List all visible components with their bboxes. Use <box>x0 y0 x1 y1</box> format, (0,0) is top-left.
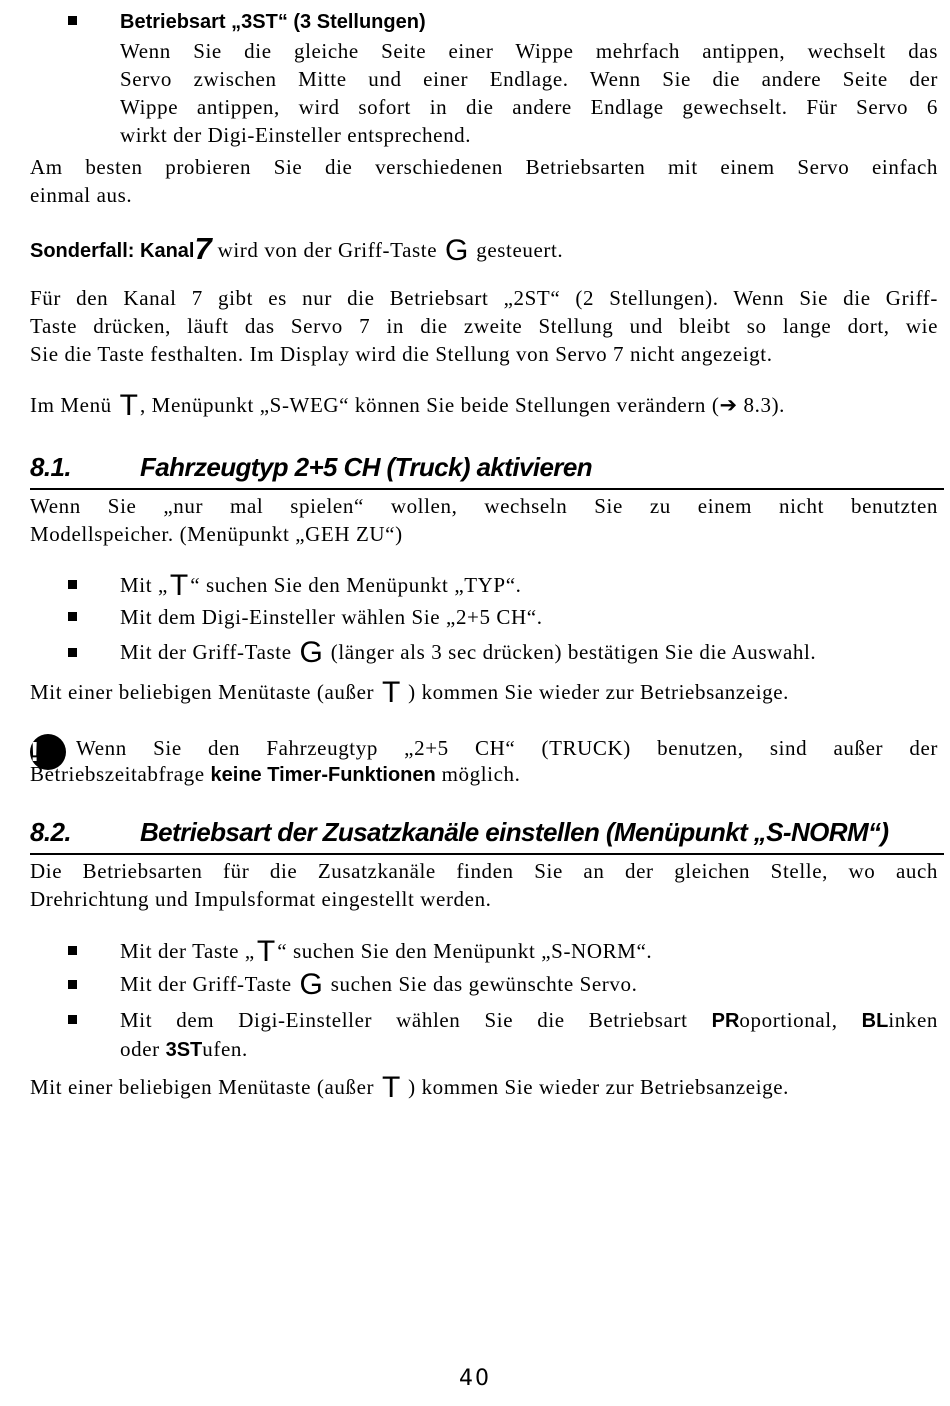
s2-bullet-1-text: Mit der Taste „ <box>120 939 255 963</box>
s1-bullet-3-text-end: (länger als 3 sec drücken) bestätigen Sie die Auswahl. <box>330 640 817 664</box>
s1-bullet-2: Mit dem Digi-Einsteller wählen Sie „2+5 CH“. <box>120 605 543 629</box>
bullet-marker <box>68 612 77 621</box>
st-bold: 3ST <box>165 1039 203 1061</box>
s2-bullet-3-text: Mit dem Digi-Einsteller wählen Sie die Betriebsart <box>120 1008 688 1032</box>
st-rest: ufen. <box>202 1037 248 1061</box>
special-case-text-end: gesteuert. <box>476 238 564 262</box>
channel7-line-2: Taste drücken, läuft das Servo 7 in die zweite Stellung und bleibt so lange dort, wie <box>30 314 938 338</box>
bullet-3st-line-1: Wenn Sie die gleiche Seite einer Wippe mehrfach antippen, wechselt das <box>120 39 938 63</box>
page-number: 40 <box>459 1366 491 1391</box>
section-8-2-heading <box>30 817 888 848</box>
bullet-marker <box>68 980 77 989</box>
s2-bullet-3-line-1 <box>120 1006 938 1035</box>
s1-intro-line-1: Wenn Sie „nur mal spielen“ wollen, wechseln Sie zu einem nicht benutzten <box>30 494 938 518</box>
section-divider <box>30 853 944 855</box>
grip-key-g-icon: G <box>445 234 469 267</box>
bullet-3st-line-2: Servo zwischen Mitte und einer Endlage. Wenn Sie die andere Seite der <box>120 67 938 91</box>
s1-back-text: Mit einer beliebigen Menütaste (außer <box>30 680 375 704</box>
s1-bullet-1 <box>120 568 521 603</box>
s1-bullet-3 <box>120 635 816 670</box>
key-t-icon: T <box>381 676 401 709</box>
section-number: 8.2. <box>30 817 71 847</box>
section-divider <box>30 488 944 490</box>
pr-bold: PR <box>711 1010 740 1032</box>
key-t-icon: T <box>169 569 189 602</box>
s1-note-text-2: Betriebszeitabfrage <box>30 762 205 786</box>
s1-bullet-1-text-end: “ suchen Sie den Menüpunkt „TYP“. <box>190 573 522 597</box>
bullet-marker <box>68 580 77 589</box>
s1-bullet-3-text: Mit der Griff-Taste <box>120 640 292 664</box>
special-case-text: wird von der Griff-Taste <box>217 238 438 262</box>
bullet-title-3st: Betriebsart „3ST“ (3 Stellungen) <box>120 11 426 33</box>
pr-rest: oportional, <box>739 1008 838 1032</box>
bl-bold: BL <box>861 1010 889 1032</box>
s1-intro-line-2: Modellspeicher. (Menüpunkt „GEH ZU“) <box>30 522 403 546</box>
s2-bullet-1 <box>120 934 652 969</box>
key-t-icon: T <box>256 935 276 968</box>
channel7-line-1: Für den Kanal 7 gibt es nur die Betriebsart „2ST“ (2 Stellungen). Wenn Sie die Griff- <box>30 286 938 310</box>
bullet-3st-line-4: wirkt der Digi-Einsteller entsprechend. <box>120 123 472 147</box>
menu-paragraph <box>30 388 785 423</box>
s1-back-text-end: ) kommen Sie wieder zur Betriebsanzeige. <box>408 680 790 704</box>
section-8-1-heading <box>30 452 592 483</box>
arrow-right-icon: ➔ <box>719 394 738 417</box>
s1-note-text: Wenn Sie den Fahrzeugtyp „2+5 CH“ (TRUCK) benutzen, sind außer der <box>76 736 938 760</box>
section-title: Betriebsart der Zusatzkanäle einstellen (Menüpunkt „S-NORM“) <box>140 817 889 847</box>
bullet-marker <box>68 648 77 657</box>
s2-bullet-2 <box>120 967 637 1002</box>
channel7-line-3: Sie die Taste festhalten. Im Display wird die Stellung von Servo 7 nicht angezeigt. <box>30 342 773 366</box>
try-paragraph-line-1: Am besten probieren Sie die verschiedenen Betriebsarten mit einem Servo einfach <box>30 155 938 179</box>
bullet-marker <box>68 946 77 955</box>
s2-intro-line-1: Die Betriebsarten für die Zusatzkanäle finden Sie an der gleichen Stelle, wo auch <box>30 859 938 883</box>
s1-back-line <box>30 675 789 710</box>
try-paragraph-line-2: einmal aus. <box>30 183 133 207</box>
s2-bullet-2-text-end: suchen Sie das gewünschte Servo. <box>330 972 638 996</box>
menu-ref: 8.3). <box>737 393 786 417</box>
bl-rest: inken <box>888 1008 938 1032</box>
s1-note-text-3: möglich. <box>441 762 521 786</box>
key-g-icon: G <box>299 636 323 669</box>
s2-back-text: Mit einer beliebigen Menütaste (außer <box>30 1075 375 1099</box>
key-t-icon: T <box>381 1071 401 1104</box>
menu-prefix: Im Menü <box>30 393 112 417</box>
section-title: Fahrzeugtyp 2+5 CH (Truck) aktivieren <box>140 452 592 482</box>
section-number: 8.1. <box>30 452 71 482</box>
key-g-icon: G <box>299 968 323 1001</box>
s2-bullet-3-text-2: oder <box>120 1037 160 1061</box>
channel-7-icon: 7 <box>194 231 212 266</box>
special-case-label: Sonderfall: Kanal <box>30 240 195 262</box>
bullet-marker <box>68 1015 77 1024</box>
menu-text: , Menüpunkt „S-WEG“ können Sie beide Stellungen verändern ( <box>139 393 720 417</box>
s1-note-bold: keine Timer-Funktionen <box>210 764 436 786</box>
bullet-marker <box>68 16 77 25</box>
special-case-line <box>30 232 563 268</box>
s2-intro-line-2: Drehrichtung und Impulsformat eingestellt werden. <box>30 887 492 911</box>
s2-back-text-end: ) kommen Sie wieder zur Betriebsanzeige. <box>408 1075 790 1099</box>
warning-icon: ! <box>30 734 66 770</box>
s2-bullet-3-line-2 <box>120 1035 248 1064</box>
s2-bullet-2-text: Mit der Griff-Taste <box>120 972 292 996</box>
s2-back-line <box>30 1070 789 1105</box>
s1-bullet-1-text: Mit „ <box>120 573 168 597</box>
s1-note-line-2 <box>30 760 520 789</box>
menu-key-t-icon: T <box>119 389 138 422</box>
bullet-3st-line-3: Wippe antippen, wird sofort in die andere Endlage gewechselt. Für Servo 6 <box>120 95 938 119</box>
s2-bullet-1-text-end: “ suchen Sie den Menüpunkt „S-NORM“. <box>277 939 653 963</box>
